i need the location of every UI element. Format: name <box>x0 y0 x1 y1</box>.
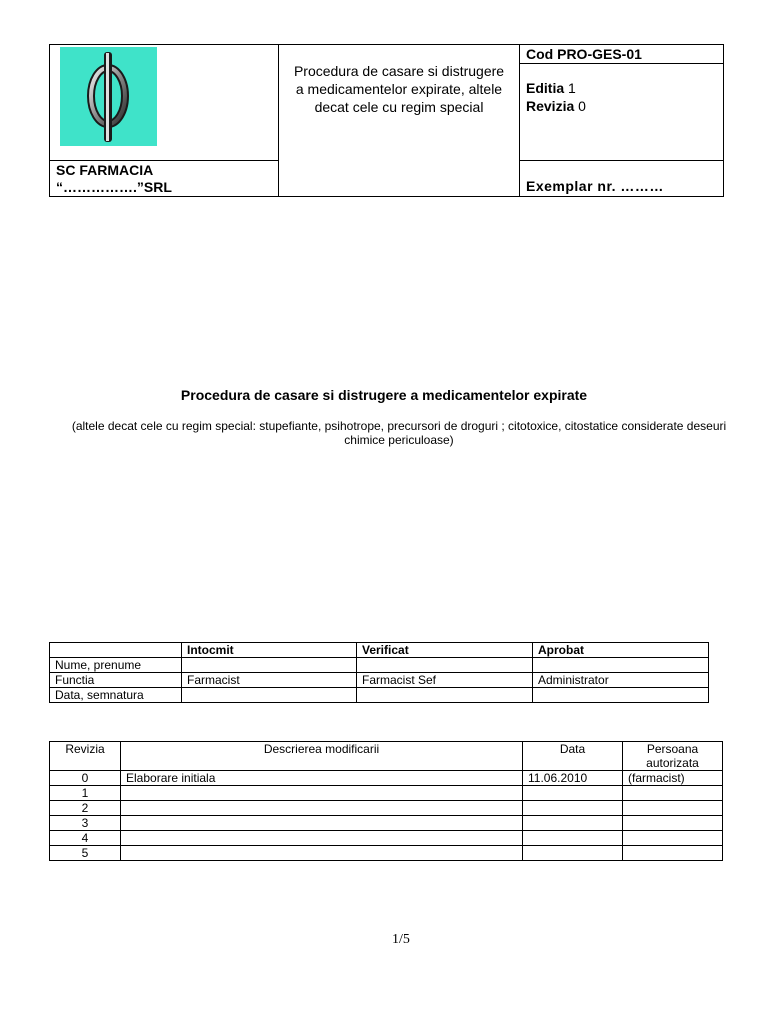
procedure-title-cell <box>279 45 520 197</box>
revision-authorized-person <box>623 846 723 861</box>
revision-date <box>523 831 623 846</box>
revision-description <box>121 846 523 861</box>
pharmacy-logo <box>60 47 157 146</box>
revision-number: 2 <box>50 801 121 816</box>
revision-date: 11.06.2010 <box>523 771 623 786</box>
approval-cell: Functia <box>50 673 182 688</box>
revision-date <box>523 846 623 861</box>
edition-value: 1 <box>568 80 576 96</box>
revision-description: Elaborare initiala <box>121 771 523 786</box>
approval-cell: Data, semnatura <box>50 688 182 703</box>
revision-authorized-person <box>623 801 723 816</box>
approval-table <box>49 642 709 703</box>
revisions-header-cell: Revizia <box>50 742 121 771</box>
revisions-header-cell: Descrierea modificarii <box>121 742 523 771</box>
subtitle-line: (altele decat cele cu regim special: stupefiante, psihotrope, precursori de droguri ; citotoxice, citostatice considerate deseuri <box>71 419 727 433</box>
revision-row <box>50 816 723 831</box>
edition-revision-cell <box>520 64 724 161</box>
revision-authorized-person <box>623 786 723 801</box>
revision-description <box>121 816 523 831</box>
revision-description <box>121 801 523 816</box>
procedure-title-line: Procedura de casare si distrugere <box>293 63 505 79</box>
edition-line <box>526 79 723 97</box>
approval-cell <box>533 658 709 673</box>
revision-number: 3 <box>50 816 121 831</box>
procedure-title-line: a medicamentelor expirate, altele <box>295 81 503 97</box>
main-title: Procedura de casare si distrugere a medicamentelor expirate <box>180 387 588 403</box>
approval-cell: Nume, prenume <box>50 658 182 673</box>
revision-label: Revizia <box>526 98 575 114</box>
revision-date <box>523 786 623 801</box>
approval-row <box>50 673 709 688</box>
revisions-table <box>49 741 723 861</box>
revision-authorized-person: (farmacist) <box>623 771 723 786</box>
approval-cell: Farmacist Sef <box>357 673 533 688</box>
document-header-table <box>49 44 724 197</box>
subtitle-line: chimice periculoase) <box>344 433 454 447</box>
approval-row <box>50 658 709 673</box>
revision-row <box>50 846 723 861</box>
revision-date <box>523 816 623 831</box>
approval-cell <box>357 688 533 703</box>
approval-header-cell: Aprobat <box>533 643 709 658</box>
document-code: Cod PRO-GES-01 <box>520 45 724 64</box>
company-name-suffix: “…………….”SRL <box>56 179 172 195</box>
revision-date <box>523 801 623 816</box>
company-name: SC FARMACIA <box>56 162 154 178</box>
approval-header-cell: Intocmit <box>182 643 357 658</box>
revision-row <box>50 801 723 816</box>
logo-cell <box>50 45 279 161</box>
revision-row <box>50 831 723 846</box>
approval-cell <box>182 658 357 673</box>
revision-description <box>121 831 523 846</box>
revision-number: 5 <box>50 846 121 861</box>
revision-number: 4 <box>50 831 121 846</box>
revisions-header-cell: Persoana autorizata <box>623 742 723 771</box>
revision-description <box>121 786 523 801</box>
revision-authorized-person <box>623 831 723 846</box>
revision-authorized-person <box>623 816 723 831</box>
revision-row <box>50 786 723 801</box>
exemplar-number: Exemplar nr. ……… <box>520 161 724 197</box>
revision-number: 0 <box>50 771 121 786</box>
revision-value: 0 <box>578 98 586 114</box>
approval-header-row <box>50 643 709 658</box>
revision-row <box>50 771 723 786</box>
subtitle <box>49 419 749 447</box>
approval-cell: Administrator <box>533 673 709 688</box>
approval-header-cell: Verificat <box>357 643 533 658</box>
edition-label: Editia <box>526 80 565 96</box>
page-number: 1/5 <box>392 932 410 947</box>
company-name-cell <box>50 161 279 197</box>
revisions-header-cell: Data <box>523 742 623 771</box>
revisions-header-row <box>50 742 723 771</box>
approval-header-cell <box>50 643 182 658</box>
approval-cell <box>357 658 533 673</box>
approval-row <box>50 688 709 703</box>
revision-line <box>526 97 723 115</box>
revision-number: 1 <box>50 786 121 801</box>
procedure-title-line: decat cele cu regim special <box>314 99 484 115</box>
approval-cell <box>533 688 709 703</box>
approval-cell <box>182 688 357 703</box>
approval-cell: Farmacist <box>182 673 357 688</box>
